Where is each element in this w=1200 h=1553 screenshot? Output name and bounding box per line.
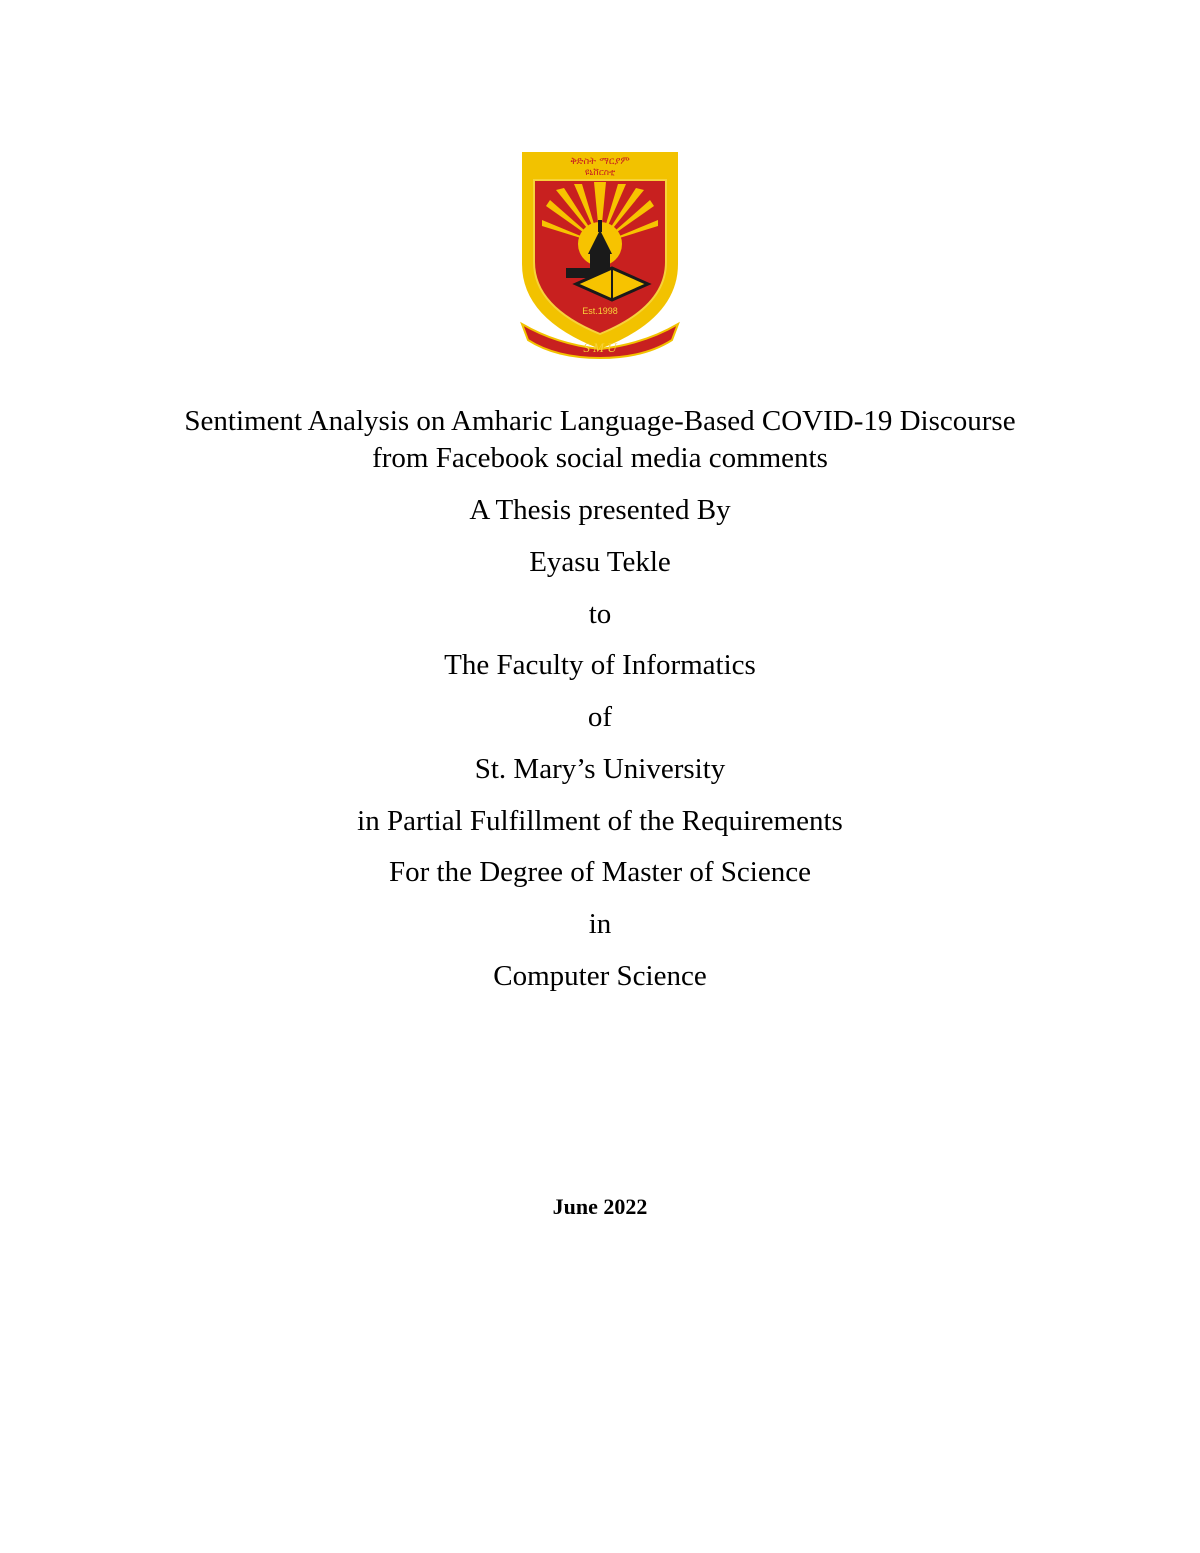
logo-ribbon-text: S M U xyxy=(583,340,617,355)
logo-est-text: Est.1998 xyxy=(582,306,618,316)
title-line-2: from Facebook social media comments xyxy=(372,442,828,474)
presented-by: A Thesis presented By xyxy=(469,494,731,526)
title-line-1: Sentiment Analysis on Amharic Language-Based COVID-19 Discourse xyxy=(184,405,1016,437)
university-name: St. Mary’s University xyxy=(474,753,726,785)
in-text: in xyxy=(588,908,612,940)
partial-fulfillment: in Partial Fulfillment of the Requirements xyxy=(357,805,843,837)
faculty-name: The Faculty of Informatics xyxy=(444,649,756,681)
of-text: of xyxy=(587,701,613,733)
degree-text: For the Degree of Master of Science xyxy=(389,856,811,888)
logo-top-text-2: ዩኒቨርስቲ xyxy=(584,168,616,178)
author-name: Eyasu Tekle xyxy=(529,546,671,578)
logo-top-text: ቅድስት ማርያም xyxy=(570,156,630,167)
submission-date: June 2022 xyxy=(552,1194,648,1219)
field-of-study: Computer Science xyxy=(493,960,707,992)
university-logo xyxy=(516,144,684,362)
to-text: to xyxy=(588,598,612,630)
